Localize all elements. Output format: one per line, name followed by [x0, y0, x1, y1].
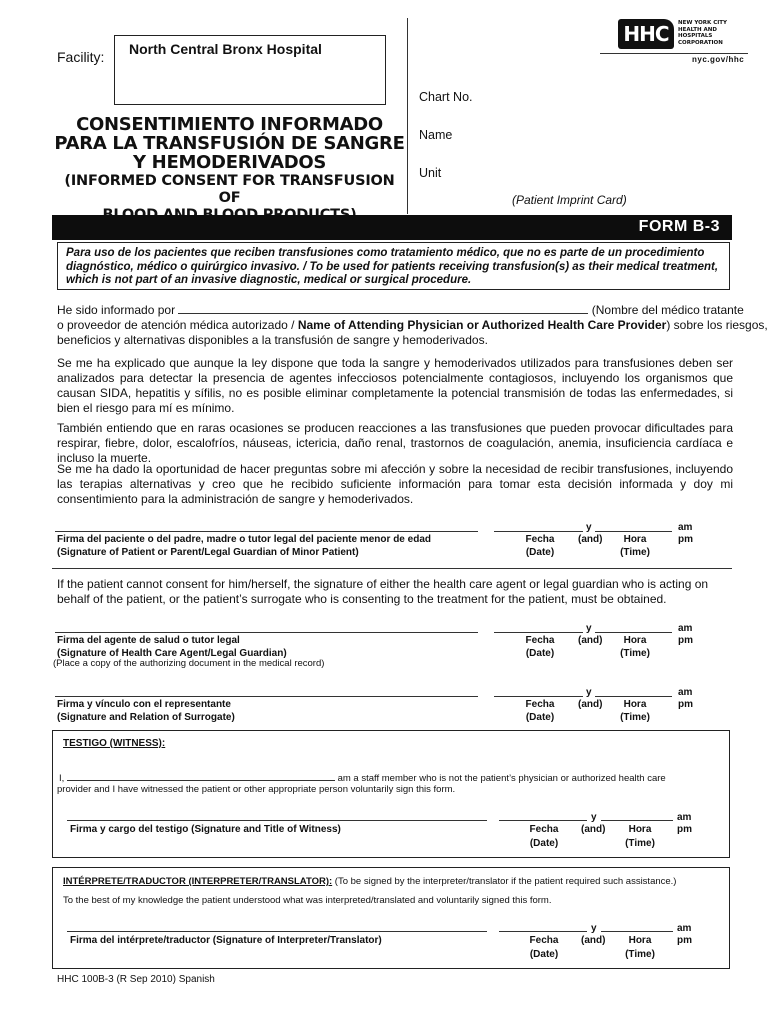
logo-line-2: HEALTH AND	[678, 26, 717, 33]
interpreter-signature-line[interactable]	[67, 931, 487, 932]
patient-sig-es: Firma del paciente o del padre, madre o tutor legal del paciente menor de edad	[57, 534, 431, 545]
title-es-line-2: PARA LA TRANSFUSIÓN DE SANGRE	[54, 133, 405, 154]
interpreter-date-line[interactable]	[499, 931, 587, 932]
hora-label: Hora (Time)	[625, 824, 655, 849]
interpreter-text: To the best of my knowledge the patient understood what was interpreted/translated and voluntarily signed this form.	[63, 895, 552, 906]
and-y: y	[586, 687, 592, 698]
hora-label: Hora (Time)	[625, 935, 655, 960]
physician-name-field[interactable]	[178, 302, 588, 314]
vertical-divider	[407, 18, 408, 214]
cannot-consent-text: If the patient cannot consent for him/herself, the signature of either the health care agent or legal guardian who is acting on behalf of the patient, or the patient’s surrogate who is consenting to the treatment for the patient, must be obtained.	[57, 577, 709, 606]
hora-label: Hora (Time)	[620, 635, 650, 659]
fecha-label: Fecha (Date)	[525, 699, 555, 723]
fecha-label: Fecha (Date)	[525, 534, 555, 558]
am-label: am	[677, 923, 692, 934]
hhc-logo	[590, 19, 750, 65]
pm-label: pm	[678, 635, 693, 646]
witness-date-line[interactable]	[499, 820, 587, 821]
informed-block	[57, 302, 768, 348]
facility-box[interactable]	[114, 35, 386, 105]
paragraph-3: Se me ha dado la oportunidad de hacer preguntas sobre mi afección y sobre la necesidad de recibir transfusiones, incluyendo las terapias alternativas y creo que he recibido suficiente información para tomar esta decisión informada y doy mi consentimiento para la administración de sangre y hemoderivados.	[57, 462, 733, 506]
fecha-label: Fecha (Date)	[529, 935, 559, 960]
form-label: FORM B-3	[638, 218, 720, 235]
am-label: am	[678, 623, 693, 634]
patient-sig-label	[57, 533, 431, 559]
witness-name-field[interactable]	[67, 771, 335, 781]
chart-no-label: Chart No.	[419, 90, 473, 104]
surrogate-sig-en: (Signature and Relation of Surrogate)	[57, 712, 235, 723]
interpreter-note: (To be signed by the interpreter/translator if the patient required such assistance.)	[332, 876, 677, 887]
hora-label: Hora (Time)	[620, 699, 650, 723]
form-title	[52, 115, 407, 224]
paragraph-2: También entiendo que en raras ocasiones se producen reacciones a las transfusiones que pueden provocar dificultades para respirar, fiebre, dolor, escalofríos, náuseas, ictericia, daño renal, trastornos de coagulación, anemia, insuficiencia cardíaca e incluso la muerte.	[57, 421, 733, 465]
informed-line2c: ) sobre los riesgos,	[666, 318, 768, 332]
pm-label: pm	[678, 534, 693, 545]
surrogate-time-line[interactable]	[595, 696, 672, 697]
agent-sig-en: (Signature of Health Care Agent/Legal Guardian)	[57, 648, 287, 659]
agent-date-line[interactable]	[494, 632, 583, 633]
imprint-caption: (Patient Imprint Card)	[512, 193, 627, 207]
surrogate-sig-es: Firma y vínculo con el representante	[57, 699, 231, 710]
patient-sig-en: (Signature of Patient or Parent/Legal Guardian of Minor Patient)	[57, 547, 359, 558]
informed-line2a: o proveedor de atención médica autorizado /	[57, 318, 298, 332]
witness-text2: provider and I have witnessed the patient or other appropriate person voluntarily sign this form.	[57, 784, 456, 795]
interpreter-time-line[interactable]	[601, 931, 673, 932]
surrogate-sig-label	[57, 698, 235, 724]
facility-name: North Central Bronx Hospital	[129, 41, 322, 57]
purpose-text: Para uso de los pacientes que reciben transfusiones como tratamiento médico, que no es parte de un procedimiento diagnóstico, médico o quirúrgico invasivo. / To be used for patients receiving transfusion(s) as their medical treatment, which is not part of an invasive diagnostic, medical or surgical procedure.	[66, 247, 719, 286]
agent-sig-es: Firma del agente de salud o tutor legal	[57, 635, 240, 646]
title-en-line-1: (INFORMED CONSENT FOR TRANSFUSION OF	[64, 173, 395, 206]
form-bar	[52, 215, 732, 240]
witness-signature-line[interactable]	[67, 820, 487, 821]
patient-date-line[interactable]	[494, 531, 583, 532]
logo-url: nyc.gov/hhc	[692, 55, 745, 64]
and-y: y	[591, 923, 597, 934]
and-label: (and)	[581, 824, 606, 835]
pm-label: pm	[677, 824, 692, 835]
interpreter-box	[52, 867, 730, 969]
witness-heading: TESTIGO (WITNESS):	[63, 738, 166, 749]
hhc-logo-mark: HHC	[618, 19, 674, 49]
witness-time-line[interactable]	[601, 820, 673, 821]
patient-time-line[interactable]	[595, 531, 672, 532]
am-label: am	[678, 522, 693, 533]
and-label: (and)	[578, 534, 603, 545]
and-y: y	[586, 522, 592, 533]
name-label: Name	[419, 128, 453, 142]
and-y: y	[591, 812, 597, 823]
informed-line3: beneficios y alternativas disponibles a la transfusión de sangre y hemoderivados.	[57, 333, 488, 347]
fecha-label: Fecha (Date)	[525, 635, 555, 659]
surrogate-date-line[interactable]	[494, 696, 583, 697]
form-footer: HHC 100B-3 (R Sep 2010) Spanish	[57, 974, 215, 985]
informed-lead: He sido informado por	[57, 303, 176, 317]
section-divider	[52, 568, 732, 569]
paragraph-1: Se me ha explicado que aunque la ley dispone que toda la sangre y hemoderivados utilizados para transfusiones deben ser analizados para detectar la presencia de agentes infecciosos potencialmente contagiosos, incluyendo los organismos que causan SIDA, hepatitis y sífilis, no es posible eliminar completamente la potencial transmisión de todas las enfermedades, si bien el riesgo para mí es mínimo.	[57, 356, 733, 415]
agent-time-line[interactable]	[595, 632, 672, 633]
logo-line-3: HOSPITALS	[678, 33, 713, 39]
interpreter-sig-label: Firma del intérprete/traductor (Signature of Interpreter/Translator)	[70, 935, 382, 946]
witness-box	[52, 730, 730, 858]
title-es-line-1: CONSENTIMIENTO INFORMADO	[76, 114, 383, 135]
hora-label: Hora (Time)	[620, 534, 650, 558]
agent-sig-note: (Place a copy of the authorizing document in the medical record)	[53, 658, 325, 669]
interpreter-heading: INTÉRPRETE/TRADUCTOR (INTERPRETER/TRANSLATOR):	[63, 876, 333, 887]
am-label: am	[678, 687, 693, 698]
and-label: (and)	[578, 635, 603, 646]
logo-line-1: NEW YORK CITY	[678, 20, 728, 26]
pm-label: pm	[678, 699, 693, 710]
surrogate-signature-line[interactable]	[55, 696, 478, 697]
witness-i: I,	[59, 773, 65, 784]
facility-label: Facility:	[57, 49, 105, 65]
logo-line-4: CORPORATION	[678, 39, 723, 46]
informed-line2b: Name of Attending Physician or Authorized Health Care Provider	[297, 318, 667, 332]
fecha-label: Fecha (Date)	[529, 824, 559, 849]
informed-trail: (Nombre del médico tratante	[591, 303, 744, 317]
agent-signature-line[interactable]	[55, 632, 478, 633]
pm-label: pm	[677, 935, 692, 946]
patient-signature-line[interactable]	[55, 531, 478, 532]
witness-sig-label: Firma y cargo del testigo (Signature and Title of Witness)	[70, 824, 341, 835]
purpose-box	[57, 242, 730, 290]
and-y: y	[586, 623, 592, 634]
and-label: (and)	[578, 699, 603, 710]
unit-label: Unit	[419, 166, 442, 180]
and-label: (and)	[581, 935, 606, 946]
am-label: am	[677, 812, 692, 823]
interpreter-heading-line	[63, 876, 676, 887]
agent-sig-label	[57, 634, 287, 660]
title-es-line-3: Y HEMODERIVADOS	[132, 152, 327, 173]
witness-text1: am a staff member who is not the patient’s physician or authorized health care	[337, 773, 666, 784]
